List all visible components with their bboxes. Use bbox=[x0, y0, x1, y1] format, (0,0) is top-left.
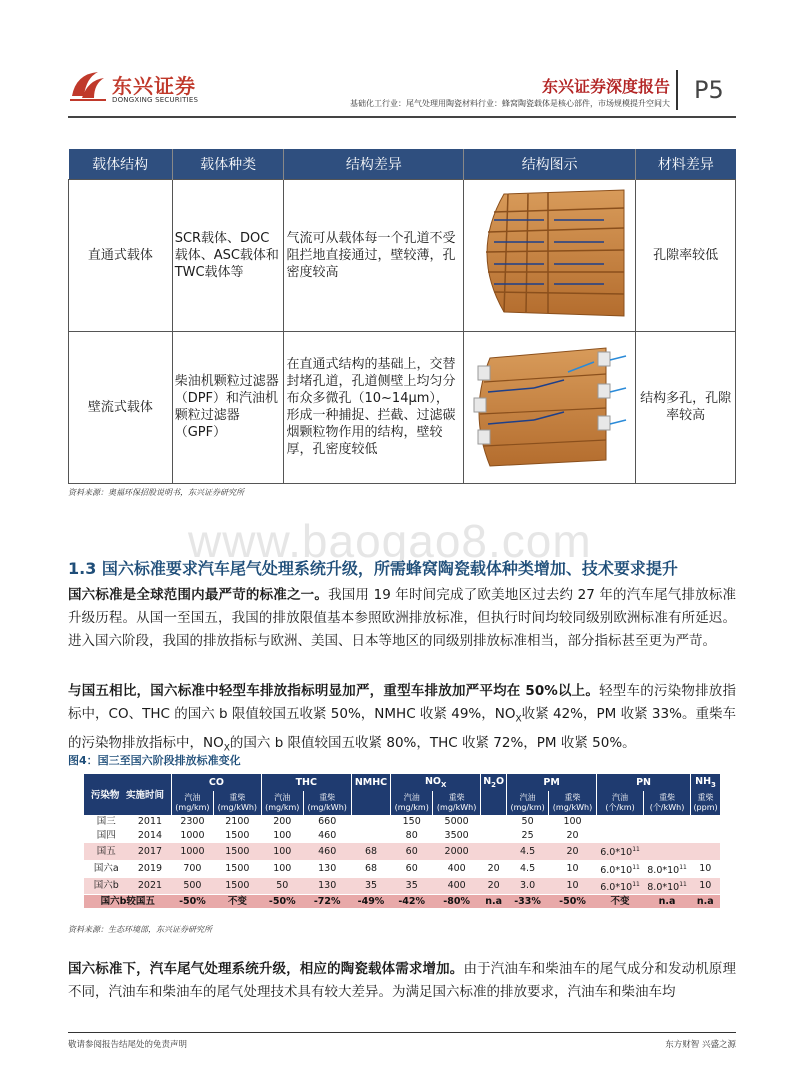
group-header: $NO_X$ bbox=[391, 774, 481, 791]
change-cell: 不变 bbox=[597, 894, 644, 908]
value-cell: 50 bbox=[261, 877, 303, 894]
stage-year: 2014 bbox=[128, 829, 171, 843]
value-cell: 150 bbox=[391, 815, 433, 829]
column-header: 载体结构 bbox=[69, 149, 173, 179]
stage-name: 国五 bbox=[84, 843, 128, 860]
value-cell: 400 bbox=[433, 860, 481, 877]
paragraph-lead: 国六标准是全球范围内最严苛的标准之一。 bbox=[68, 587, 329, 603]
table-row bbox=[84, 877, 720, 894]
wall-flow-honeycomb-icon bbox=[464, 332, 634, 478]
value-cell: $6.0*10^{11}$ bbox=[597, 877, 644, 894]
paragraph-text: 的国六 b 限值较国五收紧 80%，THC 收紧 72%，PM 收紧 50%。 bbox=[229, 734, 636, 751]
change-cell: -50% bbox=[171, 894, 213, 908]
footer-disclaimer: 敬请参阅报告结尾处的免责声明 bbox=[68, 1040, 188, 1050]
value-cell: 660 bbox=[303, 815, 351, 829]
unit-header: 汽油 (mg/km) bbox=[507, 791, 549, 815]
subscript: X bbox=[223, 743, 230, 754]
table-row bbox=[84, 860, 720, 877]
difference-cell: 在直通式结构的基础上，交替封堵孔道，孔道侧壁上均匀分布众多微孔（10~14μm），形成一种捕捉、拦截、过滤碳烟颗粒物作用的结构，壁较厚，孔密度较低 bbox=[284, 331, 464, 483]
paragraph-text: 我国用 19 年时间完成了欧美地区过去约 27 年的汽车尾气排放标准升级历程。从国一至国五，我国的排放限值基本参照欧洲排放标准，但执行时间均较同级别欧洲标准有所延迟。进入国六阶段，我国的排放指标与欧洲、美国、日本等地区的同级别排放标准相当，部分指标甚至更为严苛。 bbox=[68, 587, 737, 649]
value-cell: 130 bbox=[303, 877, 351, 894]
value-cell: 50 bbox=[507, 815, 549, 829]
value-cell: 20 bbox=[549, 829, 597, 843]
logo-chinese-name: 东兴证券 bbox=[112, 74, 196, 98]
value-cell: 100 bbox=[549, 815, 597, 829]
value-cell bbox=[597, 829, 644, 843]
paragraph-lead: 国六标准下，汽车尾气处理系统升级，相应的陶瓷载体需求增加。 bbox=[68, 961, 464, 977]
difference-cell: 气流可从载体每一个孔道不受阻拦地直接通过，壁较薄，孔密度较高 bbox=[284, 179, 464, 331]
column-header: 结构图示 bbox=[464, 149, 636, 179]
comparison-row bbox=[84, 894, 720, 908]
group-header: $NH_3$ bbox=[691, 774, 720, 791]
change-cell: n.a bbox=[481, 894, 507, 908]
group-header: PM bbox=[507, 774, 597, 791]
table-row bbox=[69, 179, 736, 331]
value-cell: 100 bbox=[261, 843, 303, 860]
value-cell: 35 bbox=[351, 877, 391, 894]
value-cell: 4.5 bbox=[507, 860, 549, 877]
table-header-row bbox=[69, 149, 736, 179]
types-cell: SCR载体、DOC载体、ASC载体和TWC载体等 bbox=[172, 179, 284, 331]
value-cell: 4.5 bbox=[507, 843, 549, 860]
value-cell: 3.0 bbox=[507, 877, 549, 894]
value-cell: 5000 bbox=[433, 815, 481, 829]
unit-header: 重柴 (mg/kWh) bbox=[303, 791, 351, 815]
value-cell: 60 bbox=[391, 860, 433, 877]
paragraph-text: 轻型车的污染物排放指标中，CO、THC 的国六 b 限值较国五收紧 50%，NMHC 收紧 49%，NO bbox=[68, 683, 737, 722]
change-cell: 不变 bbox=[213, 894, 261, 908]
value-cell: 25 bbox=[507, 829, 549, 843]
change-cell: -50% bbox=[261, 894, 303, 908]
unit-header bbox=[481, 791, 507, 815]
unit-header: 重柴 (mg/kWh) bbox=[433, 791, 481, 815]
stage-year: 2011 bbox=[128, 815, 171, 829]
carrier-structure-table bbox=[68, 149, 736, 484]
value-cell: $6.0*10^{11}$ bbox=[597, 860, 644, 877]
stage-year: 2021 bbox=[128, 877, 171, 894]
material-cell: 孔隙率较低 bbox=[636, 179, 736, 331]
value-cell bbox=[644, 815, 691, 829]
value-cell: 68 bbox=[351, 860, 391, 877]
value-cell: 1500 bbox=[213, 877, 261, 894]
paragraph-text: 收紧 42%，PM 收紧 33%。重柴车的污染物排放指标中，NO bbox=[68, 706, 736, 751]
group-header-row bbox=[84, 774, 720, 791]
table-row bbox=[84, 843, 720, 860]
value-cell bbox=[597, 815, 644, 829]
value-cell: 10 bbox=[549, 877, 597, 894]
value-cell bbox=[351, 815, 391, 829]
unit-header: 重柴 (mg/kWh) bbox=[549, 791, 597, 815]
value-cell: 1500 bbox=[213, 860, 261, 877]
table-row bbox=[69, 331, 736, 483]
unit-header: 汽油 (个/km) bbox=[597, 791, 644, 815]
table-row bbox=[84, 829, 720, 843]
value-cell: 100 bbox=[261, 860, 303, 877]
stage-year: 2019 bbox=[128, 860, 171, 877]
unit-header: 汽油 (mg/km) bbox=[391, 791, 433, 815]
value-cell: 10 bbox=[691, 877, 720, 894]
page-header bbox=[0, 0, 800, 120]
value-cell: $6.0*10^{11}$ bbox=[597, 843, 644, 860]
value-cell: 700 bbox=[171, 860, 213, 877]
stage-year: 2017 bbox=[128, 843, 171, 860]
value-cell: 3500 bbox=[433, 829, 481, 843]
figure-title: 图4：国三至国六阶段排放标准变化 bbox=[68, 754, 241, 767]
company-logo bbox=[68, 66, 198, 110]
value-cell: 500 bbox=[171, 877, 213, 894]
value-cell: 1000 bbox=[171, 829, 213, 843]
value-cell bbox=[691, 815, 720, 829]
value-cell: 80 bbox=[391, 829, 433, 843]
stage-name: 国四 bbox=[84, 829, 128, 843]
value-cell bbox=[481, 843, 507, 860]
diagram-cell bbox=[464, 179, 636, 331]
change-cell: -72% bbox=[303, 894, 351, 908]
stage-name: 国六b bbox=[84, 877, 128, 894]
unit-header: 汽油 (mg/km) bbox=[261, 791, 303, 815]
value-cell: 130 bbox=[303, 860, 351, 877]
value-cell: 20 bbox=[481, 860, 507, 877]
diagram-cell bbox=[464, 331, 636, 483]
comparison-label: 国六b较国五 bbox=[84, 894, 171, 908]
stage-name: 国六a bbox=[84, 860, 128, 877]
paragraph bbox=[68, 584, 736, 653]
group-header: CO bbox=[171, 774, 261, 791]
footer-slogan: 东方财智 兴盛之源 bbox=[665, 1040, 736, 1050]
value-cell: 10 bbox=[691, 860, 720, 877]
value-cell: 460 bbox=[303, 829, 351, 843]
source-note: 资料来源：生态环境部，东兴证券研究所 bbox=[68, 925, 212, 934]
structure-cell: 壁流式载体 bbox=[69, 331, 173, 483]
value-cell: 2000 bbox=[433, 843, 481, 860]
column-header: 载体种类 bbox=[172, 149, 284, 179]
value-cell bbox=[691, 843, 720, 860]
value-cell: 60 bbox=[391, 843, 433, 860]
value-cell: 1000 bbox=[171, 843, 213, 860]
header-divider bbox=[676, 70, 678, 110]
value-cell: 400 bbox=[433, 877, 481, 894]
change-cell: -80% bbox=[433, 894, 481, 908]
value-cell bbox=[691, 829, 720, 843]
header-rule bbox=[68, 116, 736, 118]
unit-header-row bbox=[84, 791, 720, 815]
paragraph-text: 由于汽油车和柴油车的尾气成分和发动机原理不同，汽油车和柴油车的尾气处理技术具有较大差异。为满足国六标准的排放要求，汽油车和柴油车均 bbox=[68, 961, 737, 1000]
paragraph bbox=[68, 958, 736, 1004]
subscript: X bbox=[515, 714, 522, 725]
emission-standard-table bbox=[84, 774, 720, 909]
structure-cell: 直通式载体 bbox=[69, 179, 173, 331]
unit-header: 重柴 (mg/kWh) bbox=[213, 791, 261, 815]
paragraph bbox=[68, 680, 736, 760]
paragraph-lead: 与国五相比，国六标准中轻型车排放指标明显加严，重型车排放加严平均在 50%以上。 bbox=[68, 683, 600, 699]
value-cell: 2100 bbox=[213, 815, 261, 829]
value-cell: 460 bbox=[303, 843, 351, 860]
material-cell: 结构多孔，孔隙率较高 bbox=[636, 331, 736, 483]
watermark: www.baogao8.com bbox=[188, 515, 592, 567]
value-cell bbox=[351, 829, 391, 843]
value-cell: 20 bbox=[481, 877, 507, 894]
value-cell: 68 bbox=[351, 843, 391, 860]
change-cell: n.a bbox=[644, 894, 691, 908]
value-cell: 1500 bbox=[213, 829, 261, 843]
value-cell: 10 bbox=[549, 860, 597, 877]
types-cell: 柴油机颗粒过滤器（DPF）和汽油机颗粒过滤器（GPF） bbox=[172, 331, 284, 483]
value-cell: 20 bbox=[549, 843, 597, 860]
unit-header: 汽油 (mg/km) bbox=[171, 791, 213, 815]
value-cell: 1500 bbox=[213, 843, 261, 860]
group-header: $N_2O$ bbox=[481, 774, 507, 791]
report-type: 东兴证券深度报告 bbox=[541, 77, 670, 96]
value-cell: 200 bbox=[261, 815, 303, 829]
group-header: PN bbox=[597, 774, 691, 791]
footer-rule bbox=[68, 1032, 736, 1033]
value-cell bbox=[644, 843, 691, 860]
unit-header bbox=[351, 791, 391, 815]
source-note: 资料来源：奥福环保招股说明书，东兴证券研究所 bbox=[68, 488, 244, 497]
report-subtitle: 基础化工行业：尾气处理用陶瓷材料行业：蜂窝陶瓷载体是核心部件，市场规模提升空间大 bbox=[350, 99, 670, 108]
value-cell bbox=[481, 815, 507, 829]
unit-header: 重柴 (个/kWh) bbox=[644, 791, 691, 815]
change-cell: -49% bbox=[351, 894, 391, 908]
table-row bbox=[84, 815, 720, 829]
change-cell: -42% bbox=[391, 894, 433, 908]
row-header-cell: 污染物 实施时间 bbox=[84, 774, 171, 815]
change-cell: -33% bbox=[507, 894, 549, 908]
value-cell bbox=[644, 829, 691, 843]
flow-through-honeycomb-icon bbox=[464, 180, 634, 326]
value-cell: 2300 bbox=[171, 815, 213, 829]
group-header: THC bbox=[261, 774, 351, 791]
value-cell: 100 bbox=[261, 829, 303, 843]
value-cell bbox=[481, 829, 507, 843]
change-cell: -50% bbox=[549, 894, 597, 908]
change-cell: n.a bbox=[691, 894, 720, 908]
section-title: 1.3 国六标准要求汽车尾气处理系统升级，所需蜂窝陶瓷载体种类增加、技术要求提升 bbox=[68, 559, 678, 578]
value-cell: 35 bbox=[391, 877, 433, 894]
group-header: NMHC bbox=[351, 774, 391, 791]
page-number: P5 bbox=[694, 76, 724, 104]
value-cell: $8.0*10^{11}$ bbox=[644, 877, 691, 894]
value-cell: $8.0*10^{11}$ bbox=[644, 860, 691, 877]
unit-header: 重柴 (ppm) bbox=[691, 791, 720, 815]
column-header: 结构差异 bbox=[284, 149, 464, 179]
logo-english-name: DONGXING SECURITIES bbox=[112, 96, 199, 104]
column-header: 材料差异 bbox=[636, 149, 736, 179]
dongxing-logo-icon bbox=[68, 66, 108, 106]
stage-name: 国三 bbox=[84, 815, 128, 829]
